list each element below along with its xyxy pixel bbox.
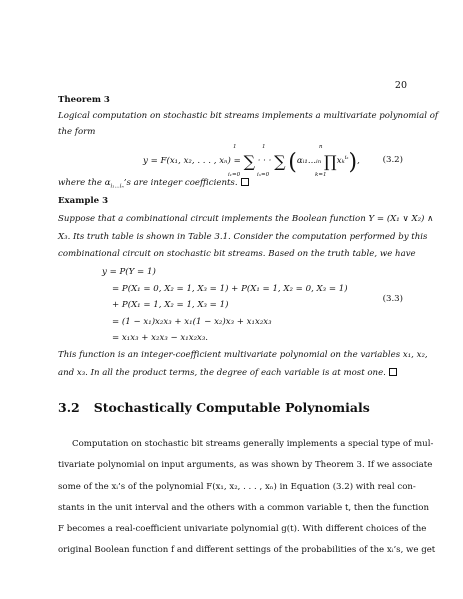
paragraph-line: tivariate polynomial on input arguments, as was shown by Theorem 3. If we associate: [58, 460, 433, 471]
paragraph-line: F becomes a real-coefficient univariate polynomial g(t). With different choices of the: [58, 524, 427, 535]
example-block: [58, 193, 403, 209]
example-eq-line5: = x₁x₃ + x₂x₃ − x₁x₂x₃.: [112, 333, 209, 344]
sum-symbol-1: ∑: [243, 152, 255, 171]
conclusion-subscript: i₁...iₙ: [110, 183, 124, 190]
equation-lhs: y = F(x₁, x₂, . . . , xₙ) =: [143, 156, 241, 166]
example-equation: [102, 264, 348, 347]
equation-number-3-2: (3.2): [382, 155, 403, 165]
prod-lower-limit: k=1: [315, 172, 327, 178]
conclusion-suffix: ’s are integer coefficients.: [123, 178, 238, 188]
equation-product-term: xₖ: [336, 156, 345, 166]
sum2-lower-limit: iₙ=0: [257, 172, 270, 178]
example-eq-line2: = P(X₁ = 0, X₂ = 1, X₃ = 1) + P(X₁ = 1, X₂ = 0, X₃ = 1): [112, 283, 348, 294]
example-closing-line1: This function is an integer-coefficient multivariate polynomial on the variables x₁, x₂,: [58, 350, 428, 360]
section-paragraph: [58, 434, 436, 562]
conclusion-prefix: where the α: [58, 178, 111, 188]
equation-coefficient: αᵢ₁...ᵢₙ: [296, 156, 322, 166]
qed-square-icon: [389, 368, 397, 376]
example-line2: X₃. Its truth table is shown in Table 3.1. Consider the computation performed by this: [58, 231, 428, 242]
theorem-statement-line2: the form: [58, 127, 96, 137]
example-eq-line1: y = P(Y = 1): [102, 267, 156, 277]
example-eq-line3: + P(X₁ = 1, X₂ = 1, X₃ = 1): [112, 300, 229, 311]
example-closing-line2: and x₃. In all the product terms, the degree of each variable is at most one.: [58, 365, 403, 383]
paragraph-line: some of the xᵢ’s of the polynomial F(x₁, x₂, . . . , xₙ) in Equation (3.2) with real con-: [58, 481, 416, 492]
equation-product-exponent: iₖ: [344, 155, 349, 162]
page-number: 20: [394, 80, 407, 91]
theorem-block: [58, 92, 439, 140]
left-paren: (: [288, 150, 297, 175]
equation-number-3-3: (3.3): [382, 294, 403, 304]
section-number: 3.2: [58, 400, 80, 415]
example-line3: combinational circuit on stochastic bit streams. Based on the truth table, we have: [58, 249, 416, 259]
example-closing: [58, 347, 428, 382]
section-heading: [58, 400, 370, 415]
paragraph-line: Computation on stochastic bit streams generally implements a special type of mul-: [72, 439, 434, 449]
section-title: Stochastically Computable Polynomials: [93, 400, 370, 415]
sum1-lower-limit: i₁=0: [228, 172, 241, 178]
sum1-upper-limit: 1: [233, 144, 237, 150]
sum2-upper-limit: 1: [262, 144, 266, 150]
example-heading: Example 3: [58, 196, 109, 206]
sum-symbol-2: ∑: [274, 152, 286, 171]
theorem-heading: Theorem 3: [58, 95, 110, 105]
example-line1: Suppose that a combinational circuit implements the Boolean function Y = (X₁ ∨ X₂) ∧: [58, 214, 434, 224]
theorem-equation: y = F(x₁, x₂, . . . , xₙ) = ∑ · · · ∑ (αᵢ₁...ᵢₙ ∏xₖ$^{i_k}$),: [143, 150, 360, 175]
example-eq-line4: = (1 − x₁)x₂x₃ + x₁(1 − x₂)x₃ + x₁x₂x₃: [112, 316, 272, 327]
paragraph-line: stants in the unit interval and the others with a common variable t, then the function: [58, 502, 429, 513]
theorem-statement-line1: Logical computation on stochastic bit streams implements a multivariate polynomial of: [58, 111, 439, 121]
example-text: [58, 211, 434, 264]
theorem-conclusion: [58, 175, 403, 195]
paragraph-line: original Boolean function f and different settings of the probabilities of the xᵢ’s, we get: [58, 545, 436, 556]
prod-upper-limit: n: [319, 144, 323, 150]
equation-dots: · · ·: [257, 156, 272, 166]
product-symbol: ∏: [324, 152, 337, 171]
right-paren: ): [348, 150, 358, 175]
qed-square-icon: [241, 178, 249, 186]
